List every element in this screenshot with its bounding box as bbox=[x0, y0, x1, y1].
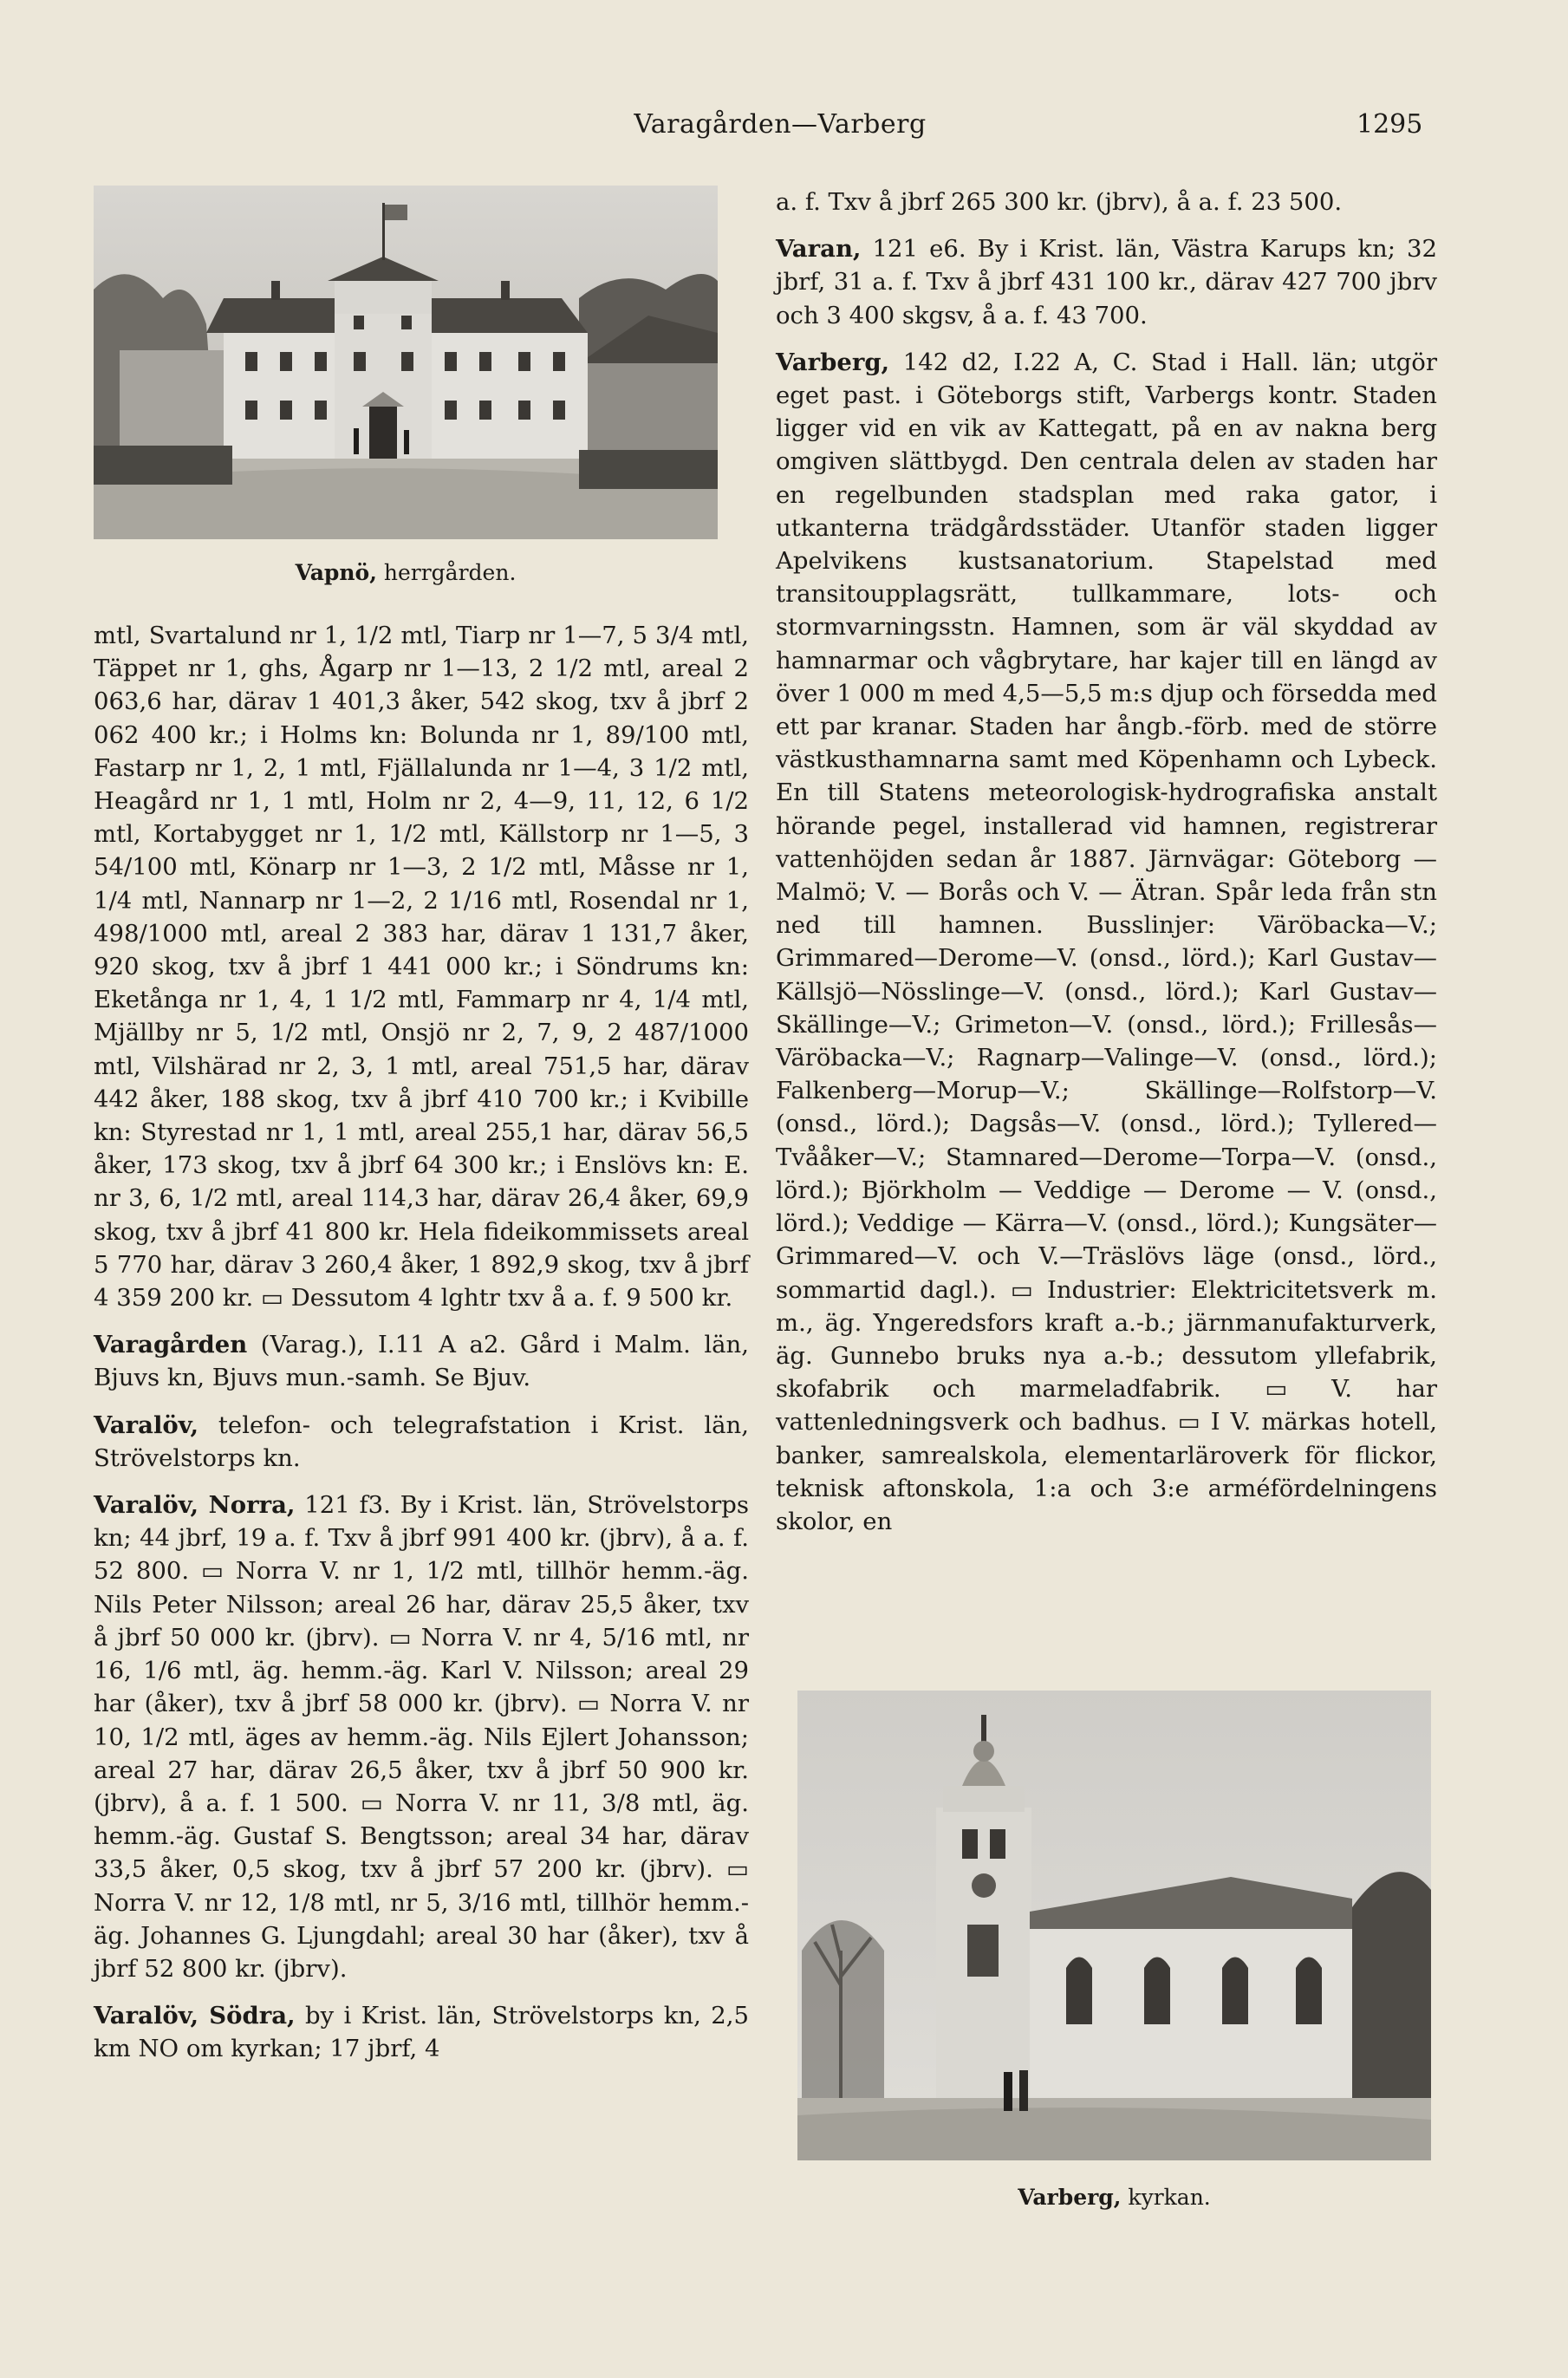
running-header: Varagården—Varberg bbox=[634, 109, 927, 140]
entry-varberg bbox=[776, 346, 1437, 1538]
entry-text: (Varag.), I.11 A a2. Gård i Malm. län, Bjuvs kn, Bjuvs mun.-samh. Se Bjuv. bbox=[94, 1331, 749, 1392]
entry-text: 121 f3. By i Krist. län, Strövelstorps kn; 44 jbrf, 19 a. f. Txv å jbrf 991 400 kr. (jbrv), å a. f. 52 800. ▭ Norra V. nr 1, 1/2 mtl, tillhör hemm.-äg. Nils Peter Nilsson; areal 26 har, därav 25,5 åker, txv å jbrf 50 000 kr. (jbrv). ▭ Norra V. nr 4, 5/16 mtl, nr 16, 1/6 mtl, äg. hemm.-äg. Karl V. Nilsson; areal 29 har (åker), txv å jbrf 58 000 kr. (jbrv). ▭ Norra V. nr 10, 1/2 mtl, äges av hemm.-äg. Nils Ejlert Johansson; areal 27 har, därav 26,5 åker, txv å jbrf 50 900 kr. (jbrv), å a. f. 1 500. ▭ Norra V. nr 11, 3/8 mtl, äg. hemm.-äg. Gustaf S. Bengtsson; areal 34 har, därav 33,5 åker, 0,5 skog, txv å jbrf 57 200 kr. (jbrv). ▭ Norra V. nr 12, 1/8 mtl, nr 5, 3/16 mtl, tillhör hemm.-äg. Johannes G. Ljungdahl; areal 30 har (åker), txv å jbrf 52 800 kr. (jbrv). bbox=[94, 1491, 750, 1983]
entry-head: Varberg, bbox=[776, 348, 890, 376]
right-column bbox=[776, 186, 1437, 1538]
entry-text: by i Krist. län, Strövelstorps kn, 2,5 km NO om kyrkan; 17 jbrf, 4 bbox=[94, 2002, 749, 2063]
varberg-caption-rest: kyrkan. bbox=[1121, 2185, 1211, 2210]
page-number: 1295 bbox=[1357, 109, 1423, 140]
entry-head: Varalöv, bbox=[94, 1411, 199, 1439]
varberg-church-photo bbox=[797, 1691, 1431, 2160]
left-continuation-text: mtl, Svartalund nr 1, 1/2 mtl, Tiarp nr 1—7, 5 3/4 mtl, Täppet nr 1, ghs, Ågarp nr 1—13, 2 1/2 mtl, areal 2 063,6 har, därav 1 401,3 åker, 542 skog, txv å jbrf 2 062 400 kr.; i Holms kn: Bolunda nr 1, 89/100 mtl, Fastarp nr 1, 2, 1 mtl, Fjällalunda nr 1—4, 3 1/2 mtl, Heagård nr 1, 1 mtl, Holm nr 2, 4—9, 11, 12, 6 1/2 mtl, Kortabygget nr 1, 1/2 mtl, Källstorp nr 1—5, 3 54/100 mtl, Könarp nr 1—3, 2 1/2 mtl, Måsse nr 1, 1/4 mtl, Nannarp nr 1—2, 2 1/16 mtl, Rosendal nr 1, 498/1000 mtl, areal 2 383 har, därav 1 131,7 åker, 920 skog, txv å jbrf 1 441 000 kr.; i Söndrums kn: Eketånga nr 1, 4, 1 1/2 mtl, Fammarp nr 4, 1/4 mtl, Mjällby nr 5, 1/2 mtl, Onsjö nr 2, 7, 9, 2 487/1000 mtl, Vilshärad nr 2, 3, 1 mtl, areal 751,5 har, därav 442 åker, 188 skog, txv å jbrf 410 700 kr.; i Kvibille kn: Styrestad nr 1, 1 mtl, areal 255,1 har, därav 56,5 åker, 173 skog, txv å jbrf 64 300 kr.; i Enslövs kn: E. nr 3, 6, 1/2 mtl, areal 114,3 har, därav 26,4 åker, 69,9 skog, txv å jbrf 41 800 kr. Hela fideikommissets areal 5 770 har, därav 3 260,4 åker, 1 892,9 skog, txv å jbrf 4 359 200 kr. ▭ Dessutom 4 lghtr txv å a. f. 9 500 kr. bbox=[94, 622, 749, 1313]
varberg-caption bbox=[797, 2185, 1431, 2210]
entry-head: Varagården bbox=[94, 1331, 248, 1359]
vapno-manor-photo bbox=[94, 186, 718, 539]
entry-head: Varalöv, Norra, bbox=[94, 1491, 296, 1520]
vapno-caption-rest: herrgården. bbox=[376, 560, 517, 585]
vapno-caption bbox=[94, 560, 718, 585]
entry-head: Varalöv, Södra, bbox=[94, 2002, 296, 2030]
entry-varalov bbox=[94, 1409, 749, 1475]
entry-text: 142 d2, I.22 A, C. Stad i Hall. län; utgör eget past. i Göteborgs stift, Varbergs kontr. Staden ligger vid en vik av Kattegatt, på en av nakna berg omgiven slättbygd. Den centrala delen av staden har en regelbunden stadsplan med raka gator, i utkanterna trädgårdsstäder. Utanför staden ligger Apelvikens kustsanatorium. Stapelstad med transitoupplagsrätt, tullkammare, lots- och stormvarningsstn. Hamnen, som är väl skyddad av hamnarmar och vågbrytare, har kajer till en längd av över 1 000 m med 4,5—5,5 m:s djup och försedda med ett par kranar. Staden har ångb.-förb. med de större västkusthamnarna samt med Köpenhamn och Lybeck. En till Statens meteorologisk-hydrografiska anstalt hörande pegel, installerad vid hamnen, registrerar vattenhöjden sedan år 1887. Järnvägar: Göteborg — Malmö; V. — Borås och V. — Ätran. Spår leda från stn ned till hamnen. Busslinjer: Väröbacka—V.; Grimmared—Derome—V. (onsd., lörd.); Karl Gustav—Källsjö—Nösslinge—V. (onsd., lörd.); Karl Gustav—Skällinge—V.; Grimeton—V. (onsd., lörd.); Frillesås—Väröbacka—V.; Ragnarp—Valinge—V. (onsd., lörd.); Falkenberg—Morup—V.; Skällinge—Rolfstorp—V. (onsd., lörd.); Dagsås—V. (onsd., lörd.); Tyllered—Tvååker—V.; Stamnared—Derome—Torpa—V. (onsd., lörd.); Björkholm — Veddige — Derome — V. (onsd., lörd.); Veddige — Kärra—V. (onsd., lörd.); Kungsäter—Grimmared—V. och V.—Träslövs läge (onsd., lörd., sommartid dagl.). ▭ Industrier: Elektricitetsverk m. m., äg. Yngeredsfors kraft a.-b.; järnmanufakturverk, äg. Gunnebo bruks nya a.-b.; dessutom yllefabrik, skofabrik och marmeladfabrik. ▭ V. har vattenledningsverk och badhus. ▭ I V. märkas hotell, banker, samrealskola, elementarläroverk för flickor, teknisk aftonskola, 1:a och 3:e arméfördelningens skolor, en bbox=[776, 348, 1437, 1535]
entry-text: telefon- och telegrafstation i Krist. län, Strövelstorps kn. bbox=[94, 1411, 749, 1472]
entry-varan bbox=[776, 232, 1437, 332]
entry-head: Varan, bbox=[776, 235, 862, 264]
entry-varalov-norra bbox=[94, 1489, 749, 1985]
entry-varagarden bbox=[94, 1328, 749, 1394]
vapno-caption-bold: Vapnö, bbox=[295, 560, 377, 585]
entry-text: 121 e6. By i Krist. län, Västra Karups kn; 32 jbrf, 31 a. f. Txv å jbrf 431 100 kr., därav 427 700 jbrv och 3 400 skgsv, å a. f. 43 700. bbox=[776, 235, 1437, 329]
left-column bbox=[94, 619, 749, 2066]
varberg-caption-bold: Varberg, bbox=[1018, 2185, 1122, 2210]
right-continuation-text: a. f. Txv å jbrf 265 300 kr. (jbrv), å a. f. 23 500. bbox=[776, 188, 1343, 216]
entry-varalov-sodra bbox=[94, 1999, 749, 2065]
